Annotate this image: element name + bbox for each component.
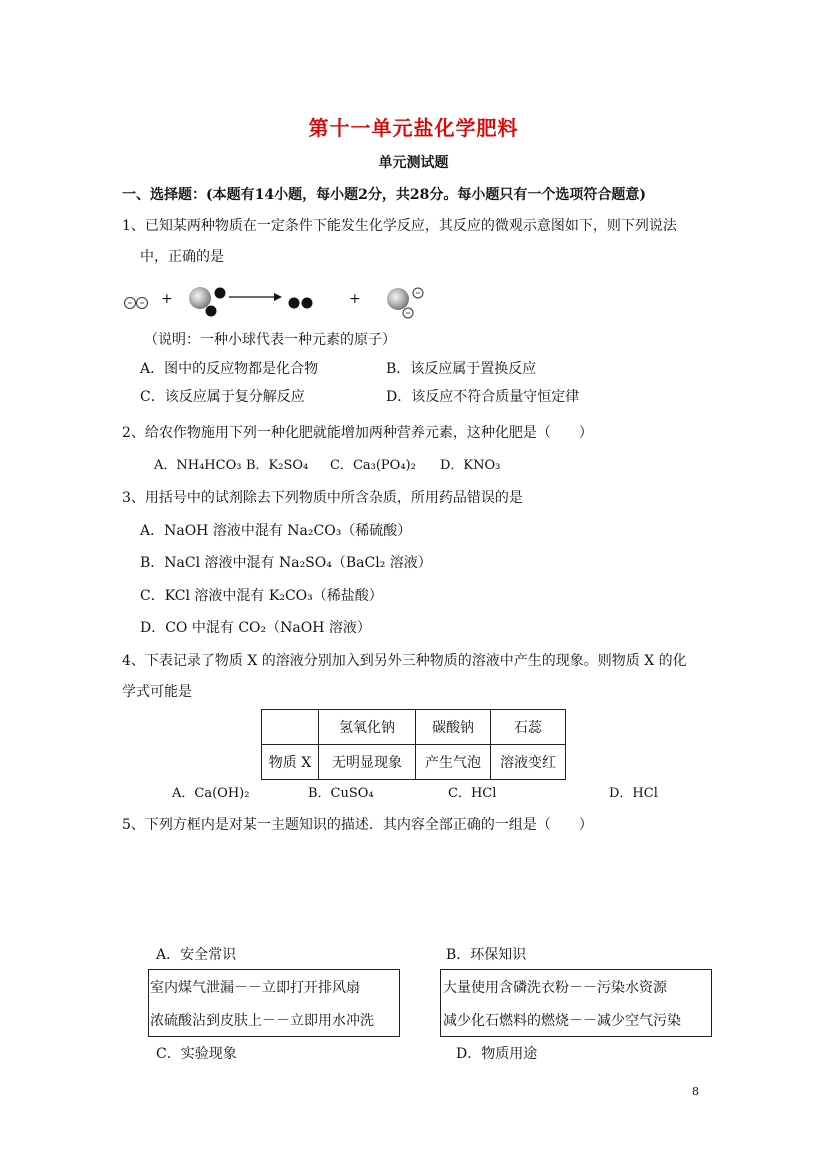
section-heading: 一、选择题：(本题有14小题，每小题2分，共28分。每小题只有一个选项符合题意) xyxy=(122,187,646,203)
q5-option-c-label: C．实验现象 xyxy=(156,1046,237,1062)
table-cell: 无明显现象 xyxy=(319,745,416,780)
black-atom xyxy=(206,306,217,317)
q1-option-b: B．该反应属于置换反应 xyxy=(386,361,537,377)
q2-stem: 2、给农作物施用下列一种化肥就能增加两种营养元素，这种化肥是（ ） xyxy=(122,425,593,441)
q1-option-c: C．该反应属于复分解反应 xyxy=(140,389,305,405)
q4-option-a: A．Ca(OH)₂ xyxy=(172,786,250,801)
q1-option-d: D．该反应不符合质量守恒定律 xyxy=(386,389,580,405)
black-atom xyxy=(289,298,300,309)
q3-option-c: C．KCl 溶液中混有 K₂CO₃（稀盐酸） xyxy=(140,588,383,604)
q4-stem-line2: 学式可能是 xyxy=(122,684,192,700)
table-header-cell xyxy=(262,710,319,745)
table-header-cell: 碳酸钠 xyxy=(416,710,491,745)
table-header-cell: 氢氧化钠 xyxy=(319,710,416,745)
q2-option-d: D．KNO₃ xyxy=(440,458,501,473)
q4-stem-line1: 4、下表记录了物质 X 的溶液分别加入到另外三种物质的溶液中产生的现象。则物质 X 的化 xyxy=(122,653,687,669)
table-cell: 溶液变红 xyxy=(491,745,566,780)
table-cell: 物质 X xyxy=(262,745,319,780)
q2-option-a: A．NH₄HCO₃ xyxy=(154,458,242,473)
black-atom xyxy=(215,288,226,299)
page-number: 8 xyxy=(692,1085,699,1098)
table-header-row xyxy=(262,710,566,745)
plus-sign-2: + xyxy=(349,291,361,307)
q3-option-a: A．NaOH 溶液中混有 Na₂CO₃（稀硫酸） xyxy=(140,523,412,539)
q1-option-a: A．图中的反应物都是化合物 xyxy=(140,361,319,377)
table-cell: 产生气泡 xyxy=(416,745,491,780)
table-row xyxy=(262,745,566,780)
q5-a-line2: 浓硫酸沾到皮肤上－－立即用水冲洗 xyxy=(150,1013,374,1029)
q5-b-line1: 大量使用含磷洗衣粉－－污染水资源 xyxy=(443,980,667,996)
table-header-cell: 石蕊 xyxy=(491,710,566,745)
q3-option-d: D．CO 中混有 CO₂（NaOH 溶液） xyxy=(140,620,371,636)
q5-option-b-label: B．环保知识 xyxy=(446,947,527,963)
page-subtitle: 单元测试题 xyxy=(378,155,449,171)
q3-stem: 3、用括号中的试剂除去下列物质中所含杂质，所用药品错误的是 xyxy=(122,490,523,506)
q4-table xyxy=(261,709,566,780)
q1-note: （说明：一种小球代表一种元素的原子） xyxy=(144,332,396,348)
q5-a-line1: 室内煤气泄漏－－立即打开排风扇 xyxy=(150,980,360,996)
q5-stem: 5、下列方框内是对某一主题知识的描述．其内容全部正确的一组是（ ） xyxy=(122,817,593,833)
q4-option-b: B．CuSO₄ xyxy=(308,786,374,801)
q4-option-c: C．HCl xyxy=(448,786,497,801)
q5-option-a-label: A．安全常识 xyxy=(156,947,237,963)
q2-option-c: C．Ca₃(PO₄)₂ xyxy=(330,458,416,473)
plus-sign-1: + xyxy=(161,291,173,307)
q1-stem-line1: 1、已知某两种物质在一定条件下能发生化学反应，其反应的微观示意图如下，则下列说法 xyxy=(122,218,677,234)
q4-option-d: D．HCl xyxy=(609,786,658,801)
large-gray-atom xyxy=(189,287,211,309)
q1-stem-line2: 中，正确的是 xyxy=(140,249,224,265)
q5-option-d-label: D．物质用途 xyxy=(456,1046,538,1062)
q2-option-b: B．K₂SO₄ xyxy=(246,458,309,473)
large-gray-atom xyxy=(387,288,409,310)
black-atom xyxy=(302,298,313,309)
q5-b-line2: 减少化石燃料的燃烧－－减少空气污染 xyxy=(443,1013,681,1029)
q3-option-b: B．NaCl 溶液中混有 Na₂SO₄（BaCl₂ 溶液） xyxy=(140,555,432,571)
page-title: 第十一单元盐化学肥料 xyxy=(308,116,519,140)
arrow-icon xyxy=(274,293,282,301)
